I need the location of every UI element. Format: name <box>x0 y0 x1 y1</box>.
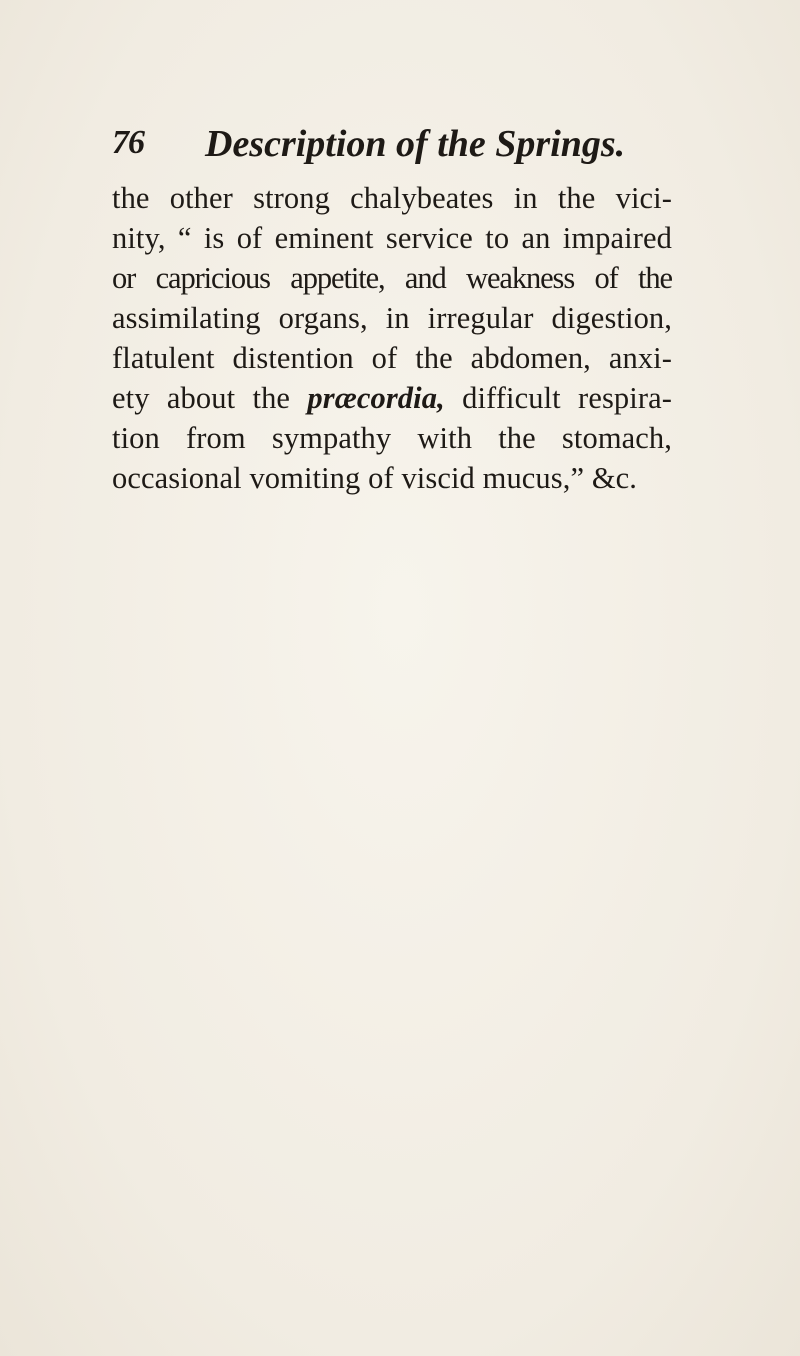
text-line: assimilating organs, in irregular digestion, <box>112 301 672 335</box>
text-line: tion from sympathy with the stomach, <box>112 421 672 455</box>
text-line: nity, “ is of eminent service to an impaired <box>112 221 672 255</box>
body-text <box>112 178 672 498</box>
text-segment: ety about the <box>112 381 308 415</box>
page-number: 76 <box>112 124 144 161</box>
running-title: Description of the Springs. <box>205 123 626 165</box>
text-line: flatulent distention of the abdomen, anxi- <box>112 341 672 375</box>
text-line: the other strong chalybeates in the vici- <box>112 181 672 215</box>
text-segment: difficult respira- <box>444 381 672 415</box>
text-line: occasional vomiting of viscid mucus,” &c. <box>112 461 638 495</box>
text-line: or capricious appetite, and weakness of the <box>112 261 672 295</box>
running-head <box>112 118 672 174</box>
text-line <box>112 378 672 418</box>
italic-term: præcordia, <box>307 381 445 415</box>
show-through-text <box>190 580 750 900</box>
